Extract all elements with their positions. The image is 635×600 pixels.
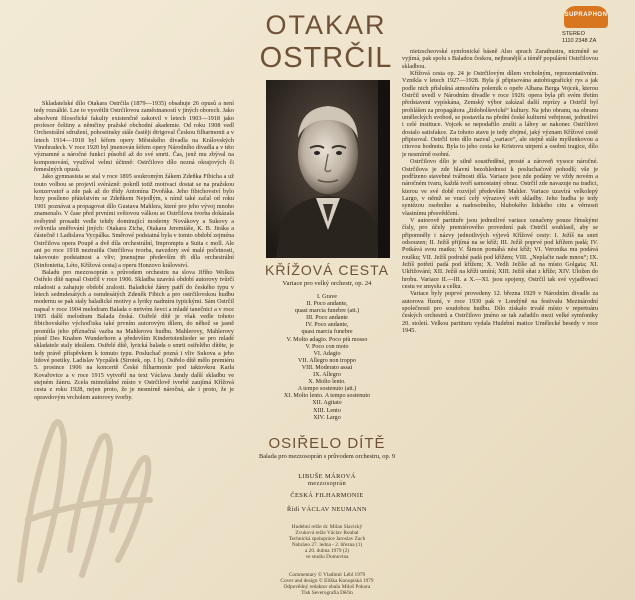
composer-first-name: OTAKAR bbox=[265, 10, 387, 40]
supraphon-logo bbox=[564, 6, 608, 28]
movement-item: XIII. Lento bbox=[313, 407, 341, 414]
paragraph: Variace byly poprvé provedeny 12. března 1929 v Národním divadle za autorova řízení, v roce 1930 pak v Londýně na festivalu Mezinárodní společnosti pro soudobou hudbu. Dílo získalo trvalé místo v repertoáru českých orchestrů a Ostrčilovo jméno se tak zařadilo mezi velké symfoniky 20. století. Velkou partituru vydala Hudební matice Umělecké besedy v roce 1945. bbox=[402, 290, 598, 335]
movement-item: XIV. Largo bbox=[313, 414, 341, 421]
movement-item: quasi marcia funebre bbox=[301, 329, 353, 336]
movement-item: III. Poco andante bbox=[306, 315, 348, 322]
movement-item: IV. Poco andante, bbox=[305, 322, 349, 329]
movement-item: quasi marcia funebre (att.) bbox=[294, 308, 360, 315]
paragraph: Baladu pro mezzosoprán s průvodem orchestru na slova Jiřího Wolkra Osiřelo dítě napsal Ostrčil v roce 1906. Skladba uzavírá období autorovy tvůrčí mladosti a zahajuje období zralosti. Baladické žánry patří do českého typu v letech sedmdesátých a osmdesátých Zdeněk Fibich a pro ostrčilovskou hudbu modernu se pak staly baladické motivy a lyriky nadmíru typickými. Sám Ostrčil napsal v roce 1904 melodram Balada o mrtvém ševci a mladé tanečnici a v roce 1905 další melodram Balada česká. Osiřelé dítě je však vedle tohoto fibichovského výchoďiska také prvním autorovým dílem, do něhož se jasně promítla jeho příznačná vazba na Mahlerovu hudbu. Mahlerovy, Mahlerovy písně Des Knaben Wunderhorn a především Kindertotenlieder se pro mladé skladatele staly ideálem. Osiřelé dítě, lyrická balada o smrti osiřelého dítěte, je tedy právě příspěvkem k tomuto typu. Posluchač pozná i vliv Sukova a jeho lidové poetiky. Ladislav Vycpálek (Sirotek, op. 1 b). Osiřelo dítě mělo premiéru 5. prosince 1906 na koncertě České filharmonie pod taktovkou Karla Kovařovice a v roce 1915 vytvořil na text Václava Jandy další skladbu ve stejném žánru. Zcela mimořádné místo v Ostrčilově tvorbě zaujímá Křížová cesta z roku 1928, nejen proto, že je nesmírně náročná, ale i proto, že je opravdovým vrcholem autorovy tvorby. bbox=[34, 268, 234, 401]
credit-line: Zvuková režie Václav Roubal bbox=[295, 530, 359, 537]
soloist-name: LIBUŠE MÁROVÁ bbox=[298, 473, 356, 480]
credit-line: Hudební režie dr. Milan Slavický bbox=[291, 524, 363, 530]
paragraph: Křížová cesta op. 24 je Ostrčilovým dílem vrcholným, reprezentativním. Vznikla v letech 1927—1928. Byla jí připisována autobiografický rys a jak podle nich příslušná atmosféra polemik o opeře Albana Berga Vojcek, kterou Ostrčil uvedl v Národním divadle v roce 1926: opera byla při svém třetím představení vypískána, Zemský výbor zakázal další reprízy a Ostrčil byl prohlášen za propagátora „židobolševické“ kultury. Na jeho obranu, na obranu uměleckých svobod, se postavila na přední české kulturní veřejnost, jednotliví i celé instituce. Vojcek se nepodařilo zrušit a láhvy se nakonec Ostrčilovi dostalo satisfakce. Za tohoto stavu je tedy zřejmé, jaký význam Křížové cestě připisoval. Ostrčil toto dílo nazval „variace“, ale stejně stále myšlenkovou a citovou hodnotu. Byla to jeho cesta ke Kristovu utrpení a osobní tragice, dílo je nesmírně osobní. bbox=[402, 70, 598, 158]
conductor: Řídí VÁCLAV NEUMANN bbox=[286, 506, 368, 513]
paragraph: Ostrčilovo dílo je silně soustředěné, prosté a zároveň vysoce náročné. Ostrčilova je zde hlavní bezohlednost k posluchačově pohodlí; vše je podřízeno stavebné tvářnosti díla. Variace jsou zde podány ve vždy novém a náročném tvaru, každá tvoří samostatný obraz. Ostrčil zde navazuje na tradici, kterou ve své době rozvíjel především Mahler. Variace uzavírá velkolepý Largo, v němž se vrací celý výrazový svět skladby. Jeho hudba je tedy syntézou osobního a nadosobního, hlubokého lidského citu a věrnosti vlastnímu přesvědčení. bbox=[402, 158, 598, 217]
composer-portrait bbox=[266, 80, 390, 258]
credit-line: Commentary © Vladimír Lébl 1979 bbox=[288, 572, 366, 578]
work1-title: KŘÍŽOVÁ CESTA bbox=[265, 262, 389, 278]
soloist-role: mezzosoprán bbox=[307, 480, 347, 487]
orchestra: ČESKÁ FILHARMONIE bbox=[290, 492, 364, 499]
portrait-photo bbox=[266, 80, 390, 258]
credit-line: a 20. dubna 1979 (2) bbox=[305, 548, 349, 555]
paragraph: nietzscheovské symfonické básně Also sprach Zarathustra, nicméně se vyjímá, pak spolu s Baladou českou, nejbranější a téměř populární Ostrčilovou skladbou. bbox=[402, 48, 598, 70]
movement-item: VI. Adagio bbox=[313, 350, 341, 357]
movement-item: X. Molto lento. bbox=[308, 379, 346, 386]
movement-item: A tempo sostenuto (att.) bbox=[297, 386, 357, 393]
work2-subtitle: Balada pro mezzosoprán s průvodem orchestru, op. 9 bbox=[258, 453, 396, 460]
production-credits bbox=[256, 524, 398, 561]
work1-subtitle: Variace pro velký orchestr, op. 24 bbox=[282, 280, 372, 287]
handwritten-signature-watermark bbox=[0, 370, 170, 600]
movement-item: VII. Allegro non troppo bbox=[298, 357, 356, 364]
movement-item: V. Molto adagio. Poco più mosso bbox=[286, 336, 368, 343]
paragraph: Skladatelské dílo Otakara Ostrčila (1879—1935) obsahuje 26 opusů a není tedy rozsáhlé. Lze to vysvětlit Ostrčilovou zaměstnaností v jiných oborech. Jako absolvent filosofické fakulty existenčně zakotvil v letech 1903—1918 jako profesor češtiny a němčiny pražské obchodní akademie. Od roku 1908 vedl Orchestrální sdružení, pohostinsky stále častěji dirigoval Českou filharmonii a v letech 1914—1918 byl šéfem opery Městského divadla na Královských Vinohradech. V roce 1920 byl jmenován šéfem opery Národního divadla a v této významné a náročné funkci působil až do své smrti. Čas, jenž mu zbýval na komponování, využíval velmi účinně: Ostrčilovo dílo nezná okrajových či řemeslných opusů. bbox=[34, 100, 234, 174]
movement-item: V. Poco con moto bbox=[305, 343, 349, 350]
movement-list bbox=[256, 294, 398, 422]
movement-item: XI. Molto lento. A tempo sostenuto bbox=[283, 393, 371, 400]
soloist bbox=[256, 473, 398, 487]
paragraph: Jako gymnasista se stal v roce 1895 soukromým žákem Zdeňka Fibicha a už touto volbou se projevil svérázně: pokrdl totiž motivaci dostat se na pražskou konzervatoř a zde pak až do třídy Antonína Dvořáka. Jeho fibichovství bylo brzy posíleno přátelstvím se Zdeňkem Nejedlým, s nímž také začal od roku 1901 poznávat a propagovat dílo Gustava Mahlera, které pro jeho vývoj mnoho znamenalo. V čase před prvními světovou válkou se Ostrčilova tvorba dokázala svébytně prosadit vedle tehdy dominující moderny Novákovy a Sukovy a ovlivnila směřování jiných: Otakara Zicha, Otakara Jeremiáše, K. B. Jiráka a částečně i Ladislava Vycpálka. Směrové podstatná byla v tomto období zejména Ostrčilova opera Poupě a dvě díla orchestrální, Impromptu a Suita c moll. Ale ani po roce 1918 neztratila Ostrčilova tvorba, navzdory své malé početnosti, takovouto podstatnost a vliv; jmenujme především tři díla orchestrální (Sinfonietta, Léto, Křížová cesta) a operu Honzovo království. bbox=[34, 173, 234, 269]
copyright-credits bbox=[256, 572, 398, 596]
movement-item: XII. Agitato bbox=[312, 400, 342, 407]
movement-item: IX. Allegro bbox=[313, 372, 341, 379]
composer-last-name: OSTRČIL bbox=[259, 42, 393, 74]
credit-line: Tisk Severografia Děčín bbox=[301, 590, 353, 597]
credit-line: Cover and design © Eliška Konopíská 1979 bbox=[280, 578, 374, 585]
credit-line: Technická spolupráce Jaroslav Zach bbox=[288, 536, 366, 543]
movement-item: II. Poco andante, bbox=[306, 301, 348, 308]
right-text-column bbox=[402, 48, 598, 600]
movement-item: I. Grave bbox=[317, 294, 337, 300]
credit-line: Nahráno 27. ledna - 2. března (1) bbox=[291, 542, 363, 549]
logo-text: SUPRAPHON bbox=[564, 12, 608, 18]
credit-line: Odpovědný redaktor obalu Miloš Pokora bbox=[283, 584, 371, 591]
stereo-label: STEREO bbox=[562, 31, 586, 37]
work2-title: OSIŘELO DÍTĚ bbox=[268, 435, 386, 452]
paragraph: V autorově partituře jsou jednotlivé variace označeny pouze římskými čísly, pro účely premiérového provedení pak Ostrčil souhlasil, aby se připomněly i názvy jednotlivých výjevů Křížové cesty: I. Ježíš na smrt odsouzen; II. Ježíš přijímá na se kříž; III. Ježíš poprvé pod křížem padá; IV. Potkává svou matku; V. Šimon pomáhá nést kříž; VI. Veronika mu podává roušku; VII. Ježíš podruhé padá pod křížem; VIII. „Neplačte nade mnou“; IX. Ježíš potřetí padá pod křížem; X. Vedli Ježíše až na místo Golgata; XI. Ukřižování; XII. Ježíš na kříži umírá; XIII. Ježíš sňat z kříže; XIV. Uložen do hrobu. Variace II.—III. a X.—XI. jsou spojeny, Ostrčil tak své vyjadřovací cestu ve smyslu a celku. bbox=[402, 216, 598, 290]
credit-line: ve studiu Domovina bbox=[305, 554, 349, 561]
catalog-number: 1110 2348 ZA bbox=[562, 38, 597, 44]
movement-item: VIII. Moderato assai bbox=[301, 364, 353, 371]
